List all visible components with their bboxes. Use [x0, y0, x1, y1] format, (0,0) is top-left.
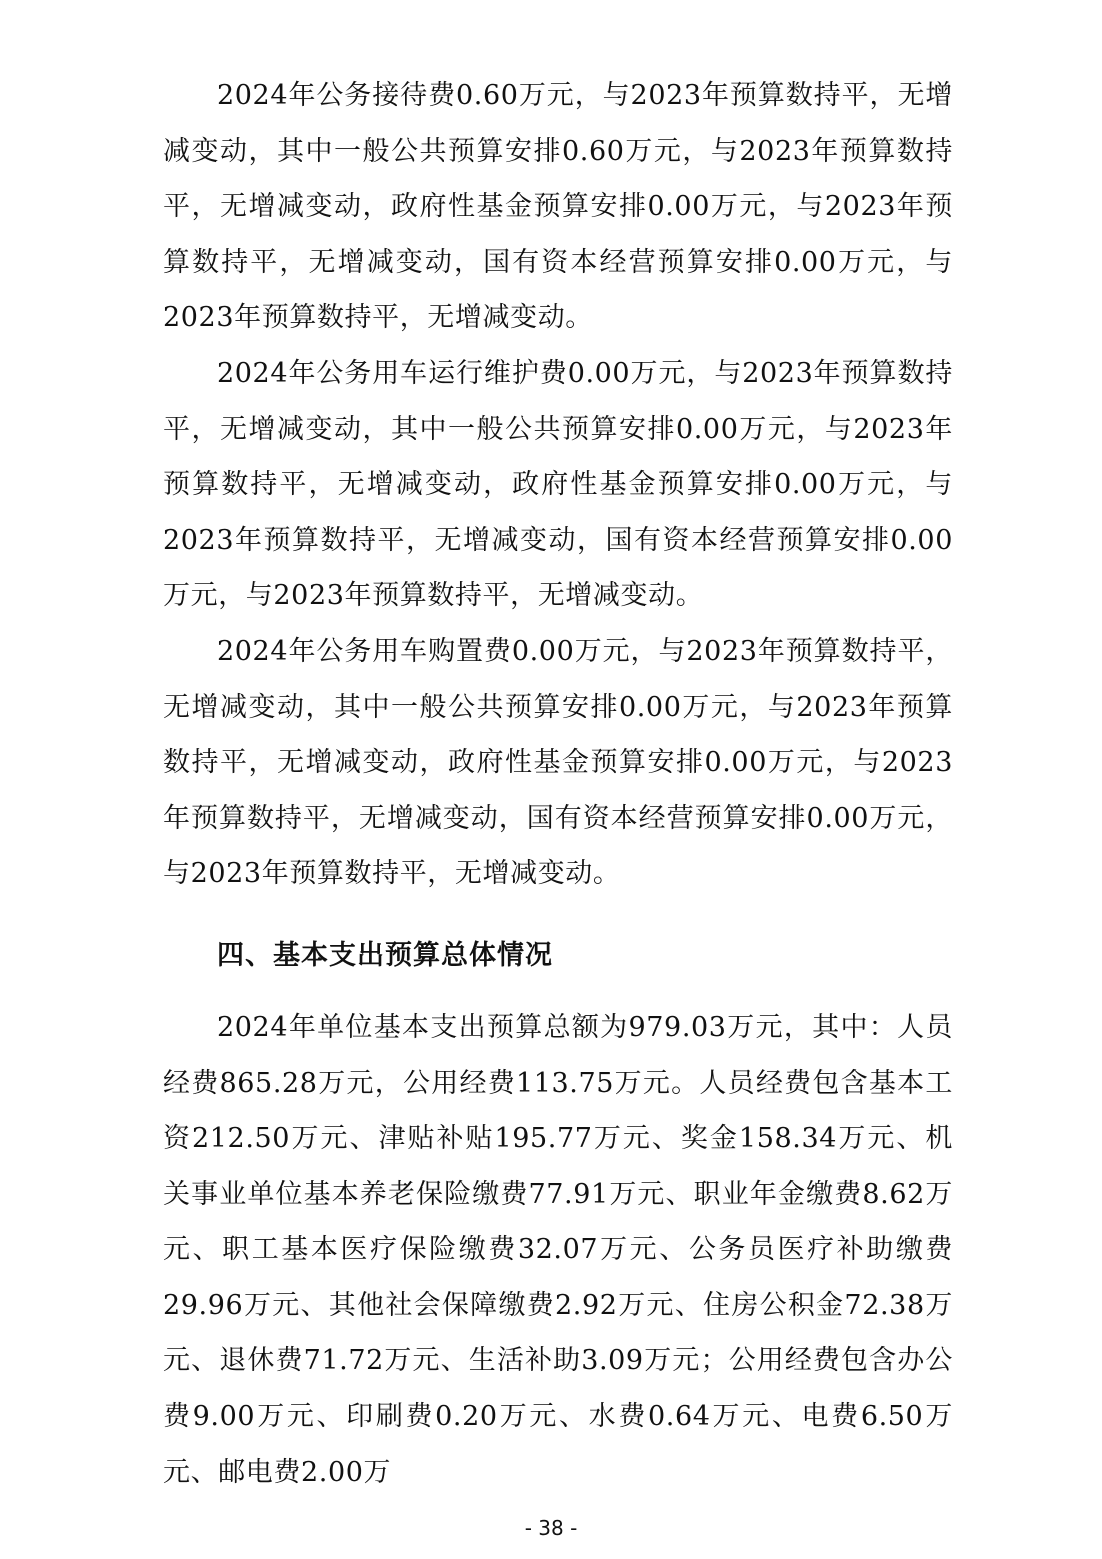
paragraph-reception-expense: 2024年公务接待费0.60万元，与2023年预算数持平，无增减变动，其中一般公共预算安排0.60万元，与2023年预算数持平，无增减变动，政府性基金预算安排0.00万元，与2023年预算数持平，无增减变动，国有资本经营预算安排0.00万元，与2023年预算数持平，无增减变动。 — [163, 80, 953, 334]
paragraph-vehicle-maintenance-expense: 2024年公务用车运行维护费0.00万元，与2023年预算数持平，无增减变动，其中一般公共预算安排0.00万元，与2023年预算数持平，无增减变动，政府性基金预算安排0.00万元，与2023年预算数持平，无增减变动，国有资本经营预算安排0.00万元，与2023年预算数持平，无增减变动。 — [163, 357, 953, 612]
paragraph-basic-expenditure: 2024年单位基本支出预算总额为979.03万元，其中：人员经费865.28万元，公用经费113.75万元。人员经费包含基本工资212.50万元、津贴补贴195.77万元、奖金158.34万元、机关事业单位基本养老保险缴费77.91万元、职业年金缴费8.62万元、职工基本医疗保险缴费32.07万元、公务员医疗补助缴费29.96万元、其他社会保障缴费2.92万元、住房公积金72.38万元、退休费71.72万元、生活补助3.09万元；公用经费包含办公费9.00万元、印刷费0.20万元、水费0.64万元、电费6.50万元、邮电费2.00万 — [163, 1011, 953, 1488]
document-page — [163, 68, 953, 1500]
section-heading: 四、基本支出预算总体情况 — [217, 939, 553, 971]
paragraph-vehicle-purchase-expense: 2024年公务用车购置费0.00万元，与2023年预算数持平，无增减变动，其中一般公共预算安排0.00万元，与2023年预算数持平，无增减变动，政府性基金预算安排0.00万元，与2023年预算数持平，无增减变动，国有资本经营预算安排0.00万元，与2023年预算数持平，无增减变动。 — [163, 635, 953, 890]
page-number: - 38 - — [524, 1516, 578, 1540]
